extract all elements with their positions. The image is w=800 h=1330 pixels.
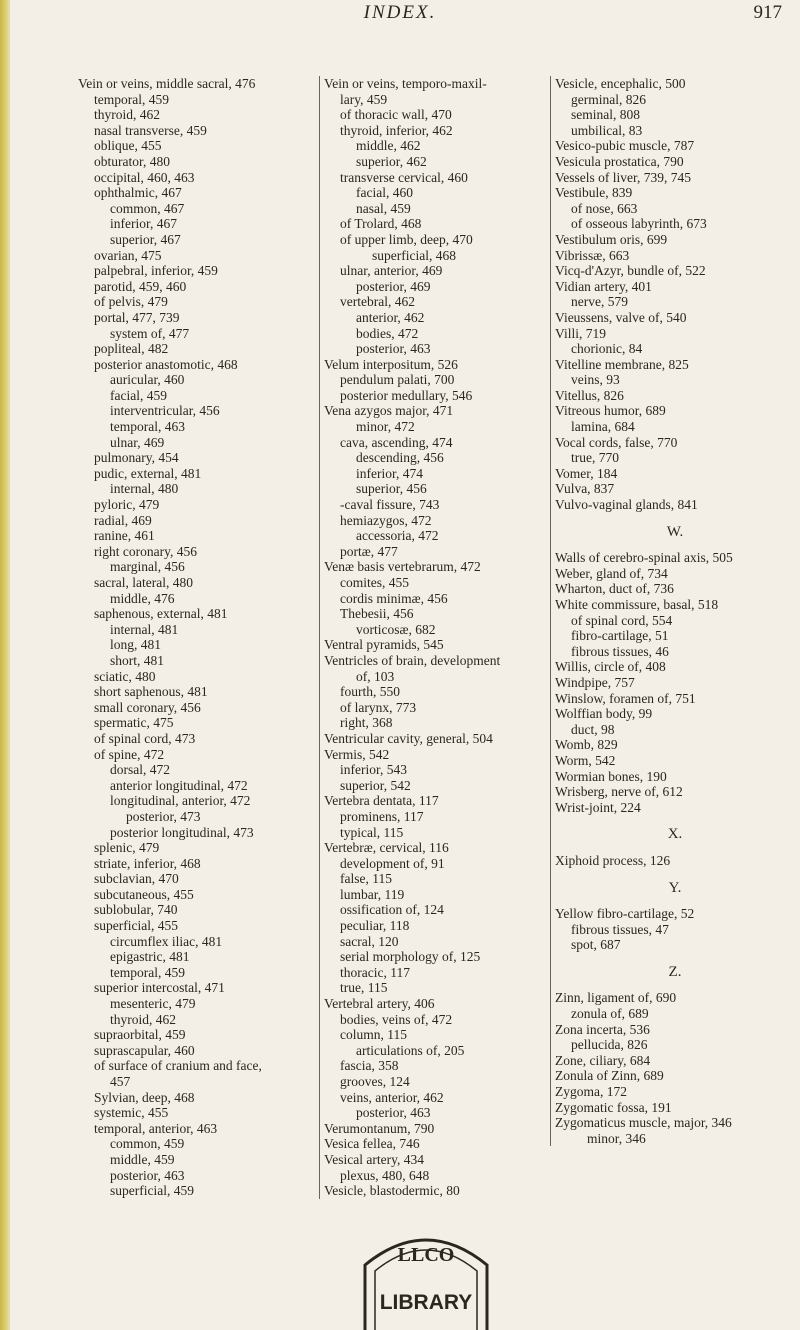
index-entry: posterior anastomotic, 468 xyxy=(94,356,238,372)
index-entry: Vulva, 837 xyxy=(555,481,615,497)
index-entry: of spinal cord, 473 xyxy=(94,730,196,746)
index-entry: interventricular, 456 xyxy=(110,403,220,419)
index-entry: comites, 455 xyxy=(340,575,409,590)
index-entry: Wolffian body, 99 xyxy=(555,706,653,722)
index-entry: pyloric, 479 xyxy=(94,497,160,513)
index-entry: true, 115 xyxy=(340,980,388,996)
index-entry: Vertebra dentata, 117 xyxy=(324,793,439,809)
index-entry: suprascapular, 460 xyxy=(94,1042,195,1058)
index-entry: oblique, 455 xyxy=(94,138,162,154)
index-entry: pellucida, 826 xyxy=(571,1037,648,1053)
index-entry: descending, 456 xyxy=(356,450,444,466)
index-entry: palpebral, inferior, 459 xyxy=(94,263,218,279)
index-entry: auricular, 460 xyxy=(110,372,185,388)
index-entry: of nose, 663 xyxy=(571,200,638,216)
index-entry: Xiphoid process, 126 xyxy=(555,852,671,868)
index-entry: superior, 542 xyxy=(340,777,411,793)
index-entry: prominens, 117 xyxy=(340,808,424,824)
index-entry: zonula of, 689 xyxy=(571,1006,649,1022)
index-entry: of osseous labyrinth, 673 xyxy=(571,216,707,232)
index-entry: column, 115 xyxy=(340,1027,407,1043)
index-entry: striate, inferior, 468 xyxy=(94,855,201,871)
index-entry: Windpipe, 757 xyxy=(555,674,635,690)
index-entry: spot, 687 xyxy=(571,937,621,953)
index-entry: thoracic, 117 xyxy=(340,964,410,980)
index-entry: of pelvis, 479 xyxy=(94,294,168,310)
index-entry: accessoria, 472 xyxy=(356,528,439,544)
index-entry: thyroid, 462 xyxy=(110,1011,176,1027)
index-entry: inferior, 474 xyxy=(356,465,423,481)
index-entry: posterior medullary, 546 xyxy=(340,387,473,403)
index-entry: thyroid, inferior, 462 xyxy=(340,122,453,138)
index-entry: of Trolard, 468 xyxy=(340,216,422,232)
index-entry: Zygoma, 172 xyxy=(555,1084,627,1100)
index-entry: temporal, anterior, 463 xyxy=(94,1120,218,1136)
index-entry: mesenteric, 479 xyxy=(110,996,196,1012)
index-entry: duct, 98 xyxy=(571,721,615,737)
index-entry: Zonula of Zinn, 689 xyxy=(555,1068,664,1084)
index-entry: Yellow fibro-cartilage, 52 xyxy=(555,906,695,922)
index-entry: Vidian artery, 401 xyxy=(555,278,652,294)
index-entry: Vertebral artery, 406 xyxy=(324,996,435,1012)
index-entry: ranine, 461 xyxy=(94,528,155,544)
index-entry: Vulvo-vaginal glands, 841 xyxy=(555,497,698,513)
index-entry: posterior, 473 xyxy=(126,808,201,824)
index-entry: circumflex iliac, 481 xyxy=(110,933,223,949)
index-entry: system of, 477 xyxy=(110,325,190,341)
index-entry: Vermis, 542 xyxy=(324,746,390,762)
index-entry: Vestibulum oris, 699 xyxy=(555,231,668,247)
index-entry: ossification of, 124 xyxy=(340,902,444,918)
index-entry: pulmonary, 454 xyxy=(94,450,179,466)
index-entry: Walls of cerebro-spinal axis, 505 xyxy=(555,550,733,566)
section-letter: Z. xyxy=(668,963,682,980)
index-entry: subcutaneous, 455 xyxy=(94,886,194,902)
index-entry: supraorbital, 459 xyxy=(94,1027,186,1043)
index-entry: posterior, 463 xyxy=(356,341,431,357)
index-entry: posterior, 469 xyxy=(356,278,431,294)
index-entry: superior, 456 xyxy=(356,481,427,497)
index-entry: germinal, 826 xyxy=(571,91,646,107)
index-entry: pudic, external, 481 xyxy=(94,465,202,481)
index-entry: of larynx, 773 xyxy=(340,699,417,715)
section-letter: X. xyxy=(667,826,683,843)
index-entry: of spine, 472 xyxy=(94,746,165,762)
index-entry: splenic, 479 xyxy=(94,840,160,856)
index-entry: short, 481 xyxy=(110,652,164,668)
index-entry: Vicq-d'Azyr, bundle of, 522 xyxy=(555,263,706,279)
index-entry: bodies, 472 xyxy=(356,325,419,341)
index-entry: transverse cervical, 460 xyxy=(340,169,468,185)
index-entry: right coronary, 456 xyxy=(94,543,197,559)
index-entry: Vomer, 184 xyxy=(555,465,618,481)
index-entry: Vesicle, encephalic, 500 xyxy=(555,76,686,91)
index-entry: Vesica fellea, 746 xyxy=(324,1136,420,1152)
index-entry: articulations of, 205 xyxy=(356,1042,465,1058)
index-entry: Vestibule, 839 xyxy=(555,185,633,201)
stamp-label: LIBRARY xyxy=(379,1291,473,1314)
index-entry: peculiar, 118 xyxy=(340,918,410,934)
index-entry: ulnar, anterior, 469 xyxy=(340,263,443,279)
index-entry: 457 xyxy=(110,1074,131,1089)
index-entry: Weber, gland of, 734 xyxy=(555,565,668,581)
index-entry: lumbar, 119 xyxy=(340,886,405,902)
index-entry: Vena azygos major, 471 xyxy=(324,403,454,419)
index-entry: inferior, 467 xyxy=(110,216,177,232)
index-entry: superficial, 459 xyxy=(110,1183,194,1199)
index-entry: nasal transverse, 459 xyxy=(94,122,207,138)
index-entry: fibrous tissues, 47 xyxy=(571,921,669,937)
index-entry: Verumontanum, 790 xyxy=(324,1120,435,1136)
index-entry: fourth, 550 xyxy=(340,684,400,700)
index-entry: anterior, 462 xyxy=(356,309,425,325)
index-entry: Zygomaticus muscle, major, 346 xyxy=(555,1115,732,1131)
index-entry: middle, 462 xyxy=(356,138,421,154)
index-entry: facial, 460 xyxy=(356,185,413,201)
index-entry: of surface of cranium and face, xyxy=(94,1058,262,1074)
index-entry: Velum interpositum, 526 xyxy=(324,356,458,372)
index-entry: Wrisberg, nerve of, 612 xyxy=(555,784,683,800)
index-column-1 xyxy=(78,76,310,1199)
index-entry: temporal, 459 xyxy=(110,964,185,980)
index-entry: inferior, 543 xyxy=(340,762,407,778)
index-entry: pendulum palati, 700 xyxy=(340,372,455,388)
index-entry: cordis minimæ, 456 xyxy=(340,590,448,606)
index-entry: Worm, 542 xyxy=(555,752,616,768)
index-entry: radial, 469 xyxy=(94,512,152,528)
index-entry: superior, 467 xyxy=(110,231,181,247)
index-entry: middle, 476 xyxy=(110,590,175,606)
index-entry: Vibrissæ, 663 xyxy=(555,247,630,263)
index-entry: portæ, 477 xyxy=(340,543,398,559)
index-entry: vertebral, 462 xyxy=(340,294,415,310)
index-entry: small coronary, 456 xyxy=(94,699,201,715)
index-entry: of thoracic wall, 470 xyxy=(340,107,452,123)
index-entry: Wharton, duct of, 736 xyxy=(555,581,674,597)
index-entry: Ventricular cavity, general, 504 xyxy=(324,730,493,746)
index-entry: of spinal cord, 554 xyxy=(571,612,673,628)
index-entry: hemiazygos, 472 xyxy=(340,512,432,528)
index-entry: Vein or veins, temporo-maxil- xyxy=(324,76,487,91)
index-entry: Willis, circle of, 408 xyxy=(555,659,666,675)
index-entry: superior intercostal, 471 xyxy=(94,980,225,996)
index-entry: of upper limb, deep, 470 xyxy=(340,231,473,247)
page-edge xyxy=(0,0,10,1330)
index-entry: ophthalmic, 467 xyxy=(94,185,182,201)
index-entry: spermatic, 475 xyxy=(94,715,174,731)
index-entry: superficial, 468 xyxy=(372,247,456,263)
index-entry: subclavian, 470 xyxy=(94,871,179,887)
index-entry: -caval fissure, 743 xyxy=(340,497,440,513)
index-entry: temporal, 459 xyxy=(94,91,169,107)
index-entry: vorticosæ, 682 xyxy=(356,621,436,637)
stamp-top-text: LLCO xyxy=(397,1244,455,1266)
library-stamp xyxy=(345,1225,507,1330)
index-entry: Sylvian, deep, 468 xyxy=(94,1089,195,1105)
index-entry: posterior, 463 xyxy=(110,1167,185,1183)
index-entry: minor, 472 xyxy=(356,419,415,435)
index-column-2 xyxy=(319,76,544,1199)
index-entry: ovarian, 475 xyxy=(94,247,162,263)
index-entry: Zone, ciliary, 684 xyxy=(555,1052,651,1068)
index-entry: nasal, 459 xyxy=(356,200,411,216)
index-entry: Winslow, foramen of, 751 xyxy=(555,690,696,706)
page-number: 917 xyxy=(753,2,782,23)
index-entry: development of, 91 xyxy=(340,855,445,871)
index-entry: dorsal, 472 xyxy=(110,762,170,778)
index-entry: marginal, 456 xyxy=(110,559,185,575)
index-entry: fibro-cartilage, 51 xyxy=(571,628,669,644)
index-entry: Vein or veins, middle sacral, 476 xyxy=(78,76,256,91)
index-entry: seminal, 808 xyxy=(571,107,640,123)
index-entry: short saphenous, 481 xyxy=(94,684,208,700)
index-entry: superficial, 455 xyxy=(94,918,178,934)
index-entry: sacral, lateral, 480 xyxy=(94,575,193,590)
index-entry: saphenous, external, 481 xyxy=(94,606,228,622)
index-entry: Vocal cords, false, 770 xyxy=(555,434,678,450)
index-entry: bodies, veins of, 472 xyxy=(340,1011,453,1027)
index-entry: veins, anterior, 462 xyxy=(340,1089,444,1105)
index-entry: anterior longitudinal, 472 xyxy=(110,777,248,793)
index-entry: portal, 477, 739 xyxy=(94,309,180,325)
index-entry: chorionic, 84 xyxy=(571,341,643,357)
index-entry: superior, 462 xyxy=(356,153,427,169)
index-entry: middle, 459 xyxy=(110,1151,175,1167)
index-entry: lamina, 684 xyxy=(571,419,635,435)
index-entry: false, 115 xyxy=(340,871,392,887)
index-entry: posterior, 463 xyxy=(356,1105,431,1121)
index-entry: Vesical artery, 434 xyxy=(324,1151,424,1167)
index-entry: grooves, 124 xyxy=(340,1074,410,1089)
index-entry: true, 770 xyxy=(571,450,619,466)
index-entry: Vertebræ, cervical, 116 xyxy=(324,840,449,856)
index-entry: of, 103 xyxy=(356,668,395,684)
index-entry: umbilical, 83 xyxy=(571,122,643,138)
index-entry: fibrous tissues, 46 xyxy=(571,643,669,659)
index-entry: right, 368 xyxy=(340,715,393,731)
index-entry: thyroid, 462 xyxy=(94,107,160,123)
index-entry: Vitellus, 826 xyxy=(555,387,624,403)
section-letter: W. xyxy=(666,523,684,540)
index-entry: sciatic, 480 xyxy=(94,668,156,684)
index-column-3 xyxy=(550,76,795,1146)
index-entry: common, 467 xyxy=(110,200,185,216)
index-entry: Womb, 829 xyxy=(555,737,618,753)
page-title: INDEX. xyxy=(363,2,437,23)
index-entry: Vitreous humor, 689 xyxy=(555,403,666,419)
index-entry: facial, 459 xyxy=(110,387,167,403)
index-entry: lary, 459 xyxy=(340,91,388,107)
index-entry: serial morphology of, 125 xyxy=(340,949,481,965)
index-entry: systemic, 455 xyxy=(94,1105,169,1121)
index-entry: Ventral pyramids, 545 xyxy=(324,637,444,653)
index-entry: Wrist-joint, 224 xyxy=(555,799,641,815)
section-letter: Y. xyxy=(668,879,682,896)
index-entry: White commissure, basal, 518 xyxy=(555,597,719,612)
index-entry: Vesico-pubic muscle, 787 xyxy=(555,138,695,154)
index-entry: fascia, 358 xyxy=(340,1058,399,1074)
index-entry: internal, 480 xyxy=(110,481,179,497)
index-entry: Zinn, ligament of, 690 xyxy=(555,990,677,1006)
index-entry: veins, 93 xyxy=(571,372,620,388)
index-entry: obturator, 480 xyxy=(94,153,170,169)
index-entry: internal, 481 xyxy=(110,621,179,637)
index-entry: posterior longitudinal, 473 xyxy=(110,824,254,840)
index-entry: parotid, 459, 460 xyxy=(94,278,187,294)
index-entry: Vesicula prostatica, 790 xyxy=(555,153,684,169)
index-entry: Thebesii, 456 xyxy=(340,606,414,622)
index-entry: Vesicle, blastodermic, 80 xyxy=(324,1183,460,1199)
index-entry: typical, 115 xyxy=(340,824,404,840)
index-entry: popliteal, 482 xyxy=(94,341,169,357)
index-entry: temporal, 463 xyxy=(110,419,185,435)
index-entry: sacral, 120 xyxy=(340,933,399,949)
index-entry: minor, 346 xyxy=(587,1130,646,1146)
index-entry: Vessels of liver, 739, 745 xyxy=(555,169,691,185)
index-entry: nerve, 579 xyxy=(571,294,628,310)
index-entry: Zygomatic fossa, 191 xyxy=(555,1099,672,1115)
index-entry: epigastric, 481 xyxy=(110,949,190,965)
index-entry: Ventricles of brain, development xyxy=(324,652,501,668)
index-entry: Zona incerta, 536 xyxy=(555,1021,650,1037)
index-entry: Vitelline membrane, 825 xyxy=(555,356,689,372)
index-entry: cava, ascending, 474 xyxy=(340,434,453,450)
index-entry: sublobular, 740 xyxy=(94,902,178,918)
index-entry: Venæ basis vertebrarum, 472 xyxy=(324,559,481,575)
index-entry: long, 481 xyxy=(110,637,162,653)
index-entry: longitudinal, anterior, 472 xyxy=(110,793,251,809)
index-entry: Villi, 719 xyxy=(555,325,606,341)
index-entry: plexus, 480, 648 xyxy=(340,1167,430,1183)
index-entry: common, 459 xyxy=(110,1136,185,1152)
index-entry: Wormian bones, 190 xyxy=(555,768,667,784)
index-entry: ulnar, 469 xyxy=(110,434,165,450)
index-entry: Vieussens, valve of, 540 xyxy=(555,309,687,325)
index-entry: occipital, 460, 463 xyxy=(94,169,195,185)
